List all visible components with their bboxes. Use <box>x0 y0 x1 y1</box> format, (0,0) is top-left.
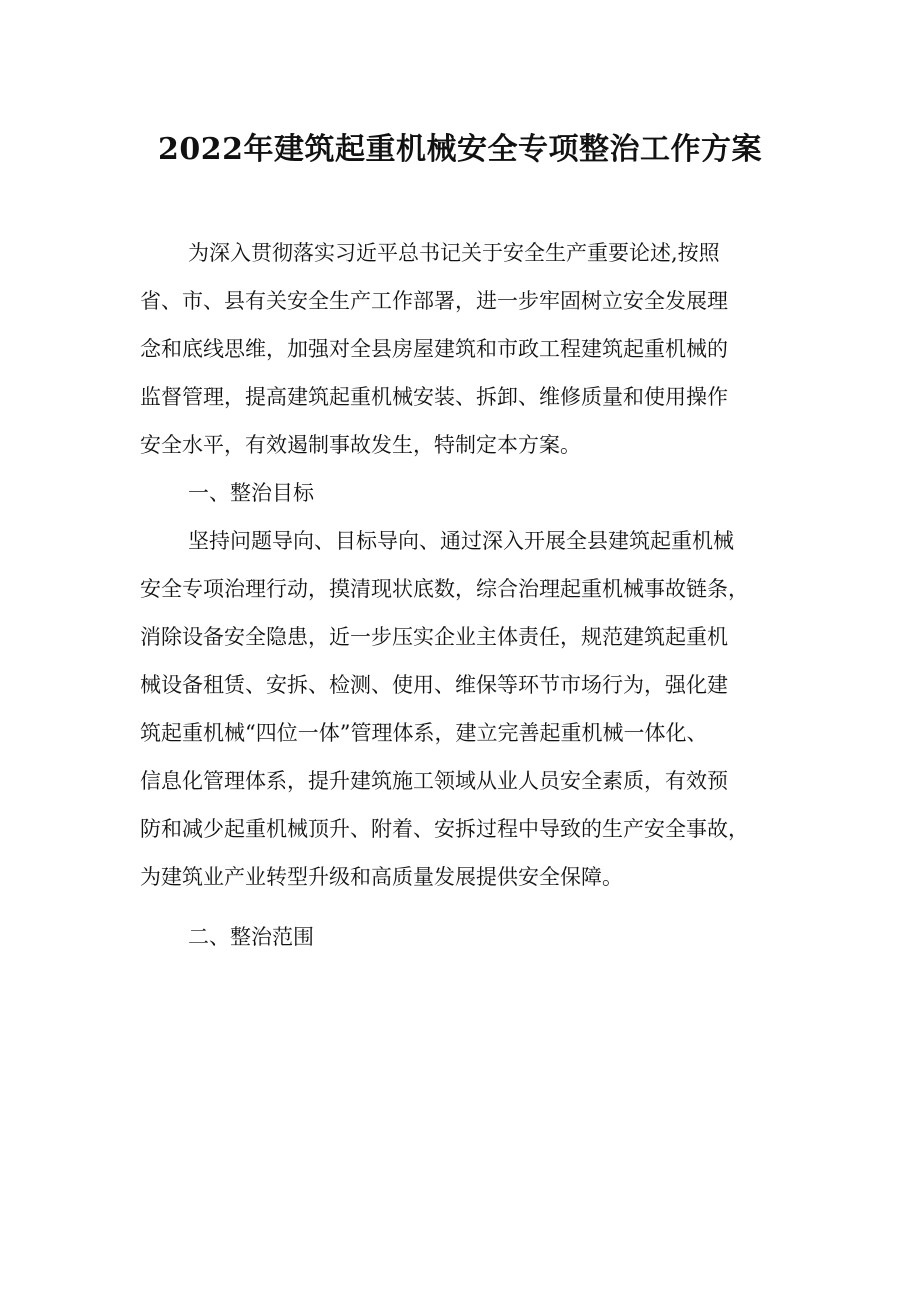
paragraph-line: 信息化管理体系，提升建筑施工领域从业人员安全素质，有效预 <box>140 769 728 793</box>
paragraph-line: 念和底线思维，加强对全县房屋建筑和市政工程建筑起重机械的 <box>140 337 728 361</box>
intro-paragraph <box>140 229 790 469</box>
section-heading-goals <box>140 469 790 517</box>
paragraph-line: 省、市、县有关安全生产工作部署，进一步牢固树立安全发展理 <box>140 289 728 313</box>
paragraph-line: 监督管理，提高建筑起重机械安装、拆卸、维修质量和使用操作 <box>140 385 728 409</box>
section-heading: 二、整治范围 <box>188 925 314 949</box>
goals-paragraph <box>140 517 790 901</box>
paragraph-line: 械设备租赁、安拆、检测、使用、维保等环节市场行为，强化建 <box>140 673 728 697</box>
paragraph-line: 坚持问题导向、目标导向、通过深入开展全县建筑起重机械 <box>188 529 734 553</box>
paragraph-line: 消除设备安全隐患，近一步压实企业主体责任，规范建筑起重机 <box>140 625 728 649</box>
paragraph-line: 防和减少起重机械顶升、附着、安拆过程中导致的生产安全事故， <box>140 817 749 841</box>
paragraph-line: 安全专项治理行动，摸清现状底数，综合治理起重机械事故链条， <box>140 577 749 601</box>
paragraph-line: 为深入贯彻落实习近平总书记关于安全生产重要论述,按照 <box>188 241 720 265</box>
paragraph-line: 安全水平，有效遏制事故发生，特制定本方案。 <box>140 433 581 457</box>
paragraph-line: 为建筑业产业转型升级和高质量发展提供安全保障。 <box>140 865 623 889</box>
document-title: 2022年建筑起重机械安全专项整治工作方案 <box>158 132 762 167</box>
section-heading-scope <box>140 913 790 961</box>
paragraph-line: 筑起重机械“四位一体”管理体系，建立完善起重机械一体化、 <box>140 721 708 745</box>
section-heading: 一、整治目标 <box>188 481 314 505</box>
